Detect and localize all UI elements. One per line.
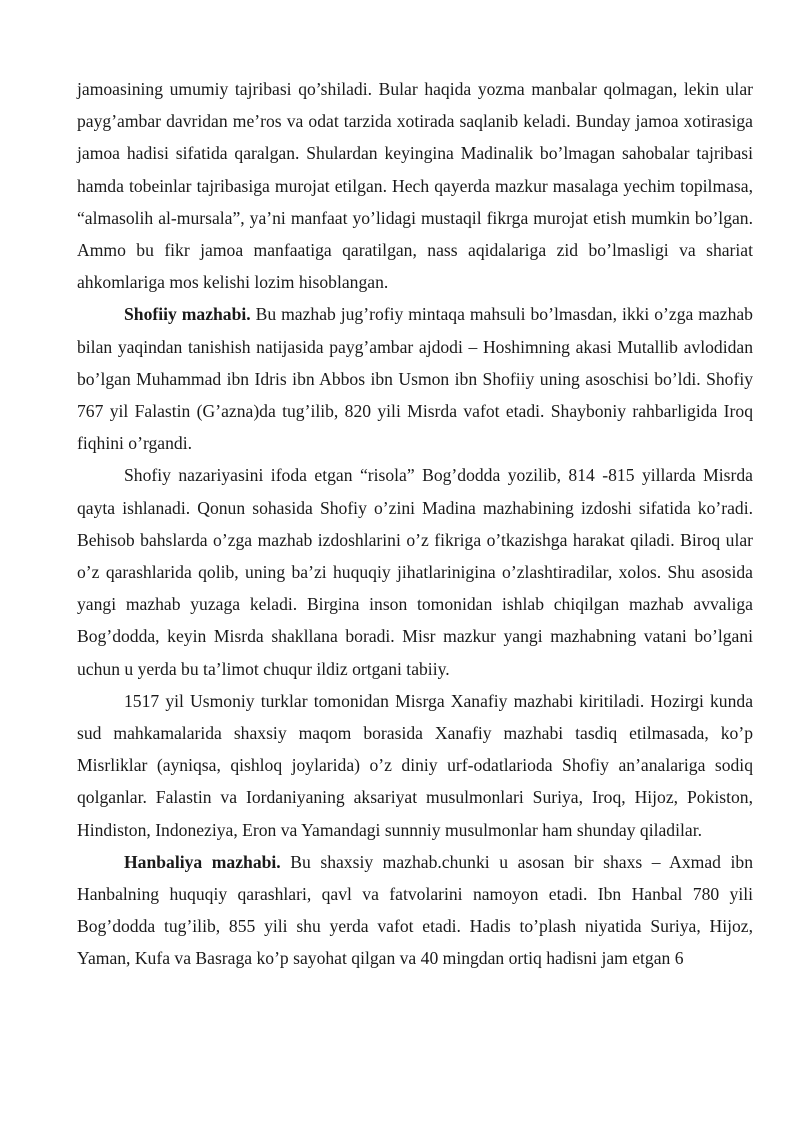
paragraph-shofiy-nazariyasi	[77, 459, 753, 684]
paragraph-continuation	[77, 73, 753, 298]
paragraph-shofiiy-mazhabi	[77, 298, 753, 459]
section-heading: Hanbaliya mazhabi.	[124, 851, 281, 872]
paragraph-text: Bu shaxsiy mazhab.chunki u asosan bir shaxs – Axmad ibn Hanbalning huquqiy qarashlari, qavl va fatvolarini namoyon etadi. Ibn Hanbal 780 yili Bog’dodda tug’ilib, 855 yili shu yerda vafot etadi. Hadis to’plash niyatida Suriya, Hijoz, Yaman, Kufa va Basraga ko’p sayohat qilgan va 40 mingdan ortiq hadisni jam etgan 6	[77, 851, 753, 969]
paragraph-text: jamoasining umumiy tajribasi qo’shiladi. Bular haqida yozma manbalar qolmagan, lekin ular payg’ambar davridan me’ros va odat tarzida xotirada saqlanib keladi. Bunday jamoa xotirasiga jamoa hadisi sifatida qaralgan. Shulardan keyingina Madinalik bo’lmagan sahobalar tajribasi hamda tobeinlar tajribasiga murojat etilgan. Hech qayerda mazkur masalaga yechim topilmasa, “almasolih al-mursala”, ya’ni manfaat yo’lidagi mustaqil fikrga murojat etish mumkin bo’lgan. Ammo bu fikr jamoa manfaatiga qaratilgan, nass aqidalariga zid bo’lmasligi va shariat ahkomlariga mos kelishi lozim hisoblangan.	[77, 79, 753, 293]
paragraph-text: Shofiy nazariyasini ifoda etgan “risola” Bog’dodda yozilib, 814 -815 yillarda Misrda qayta ishlanadi. Qonun sohasida Shofiy o’zini Madina mazhabining izdoshi sifatida ko’radi. Behisob bahslarda o’zga mazhab izdoshlarini o’z fikriga o’tkazishga harakat qiladi. Biroq ular o’z qarashlarida qolib, uning ba’zi huquqiy jihatlarinigina o’zlashtiradilar, xolos. Shu asosida yangi mazhab yuzaga keladi. Birgina inson tomonidan ishlab chiqilgan mazhab avvaliga Bog’dodda, keyin Misrda shakllana boradi. Misr mazkur yangi mazhabning vatani bo’lgani uchun u yerda bu ta’limot chuqur ildiz ortgani tabiiy.	[77, 465, 753, 679]
paragraph-1517-yil	[77, 685, 753, 846]
paragraph-text: 1517 yil Usmoniy turklar tomonidan Misrga Xanafiy mazhabi kiritiladi. Hozirgi kunda sud mahkamalarida shaxsiy maqom borasida Xanafiy mazhabi tasdiq etilmasada, ko’p Misrliklar (ayniqsa, qishloq joylarida) o’z diniy urf-odatlarioda Shofiy an’analariga sodiq qolganlar. Falastin va Iordaniyaning aksariyat musulmonlari Suriya, Iroq, Hijoz, Pokiston, Hindiston, Indoneziya, Eron va Yamandagi sunnniy musulmonlar ham shunday qiladilar.	[77, 690, 753, 840]
paragraph-text: Bu mazhab jug’rofiy mintaqa mahsuli bo’lmasdan, ikki o’zga mazhab bilan yaqindan tanishish natijasida payg’ambar ajdodi – Hoshimning akasi Mutallib avlodidan bo’lgan Muhammad ibn Idris ibn Abbos ibn Usmon ibn Shofiiy uning asoschisi bo’ldi. Shofiy 767 yil Falastin (G’azna)da tug’ilib, 820 yili Misrda vafot etadi. Shayboniy rahbarligida Iroq fiqhini o’rgandi.	[77, 304, 753, 454]
paragraph-hanbaliya-mazhabi	[77, 846, 753, 975]
section-heading: Shofiiy mazhabi.	[124, 304, 251, 325]
